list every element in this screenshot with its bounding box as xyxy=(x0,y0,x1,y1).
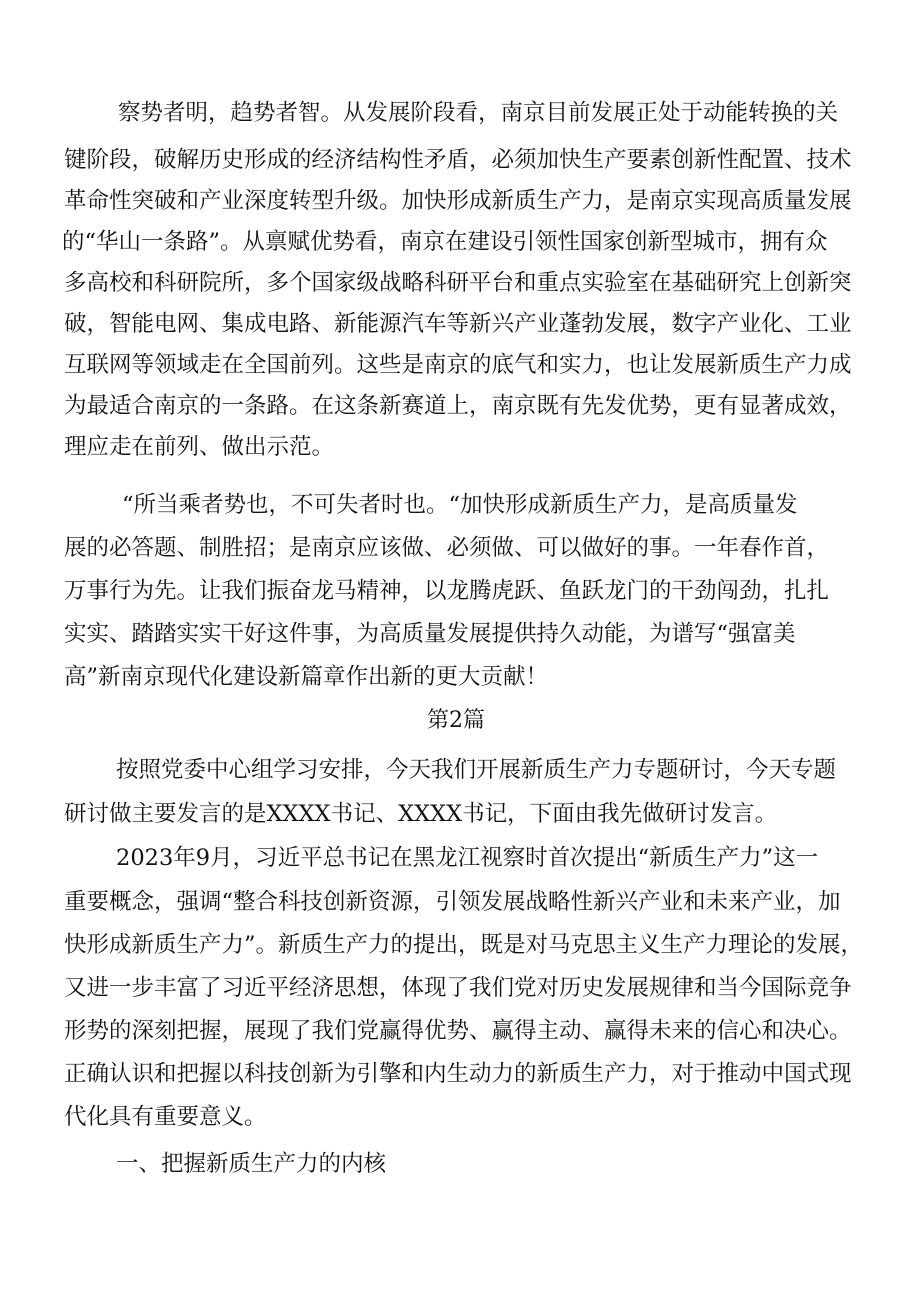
paragraph-1-line: 破，智能电网、集成电路、新能源汽车等新兴产业蓬勃发展，数字产业化、工业 xyxy=(64,311,852,337)
paragraph-1-line: 察势者明，趋势者智。从发展阶段看，南京目前发展正处于动能转换的关 xyxy=(118,100,839,126)
paragraph-2-line: 展的必答题、制胜招；是南京应该做、必须做、可以做好的事。一年春作首， xyxy=(64,535,830,561)
paragraph-4-line: 代化具有重要意义。 xyxy=(64,1104,267,1130)
paragraph-2-line: 实实、踏踏实实干好这件事，为高质量发展提供持久动能，为谱写“强富美 xyxy=(64,621,796,647)
paragraph-1-line: 为最适合南京的一条路。在这条新赛道上，南京既有先发优势，更有显著成效， xyxy=(64,393,852,419)
paragraph-4-line: 快形成新质生产力”。新质生产力的提出，既是对马克思主义生产力理论的发展， xyxy=(64,932,864,958)
paragraph-1-line: 多高校和科研院所，多个国家级战略科研平台和重点实验室在基础研究上创新突 xyxy=(64,270,852,296)
paragraph-2-line: 万事行为先。让我们振奋龙马精神，以龙腾虎跃、鱼跃龙门的干劲闯劲，扎扎 xyxy=(64,578,830,604)
section-heading: 第2篇 xyxy=(427,708,485,733)
paragraph-4-line: 形势的深刻把握，展现了我们党赢得优势、赢得主动、赢得未来的信心和决心。 xyxy=(64,1018,852,1044)
paragraph-1-line: 的“华山一条路”。从禀赋优势看，南京在建设引领性国家创新型城市，拥有众 xyxy=(62,229,828,255)
paragraph-1-line: 理应走在前列、做出示范。 xyxy=(64,434,335,460)
paragraph-4-line: 正确认识和把握以科技创新为引擎和内生动力的新质生产力，对于推动中国式现 xyxy=(64,1061,852,1087)
paragraph-2-line: “所当乘者势也，不可失者时也。“加快形成新质生产力，是高质量发 xyxy=(122,492,798,518)
paragraph-1-line: 革命性突破和产业深度转型升级。加快形成新质生产力，是南京实现高质量发展 xyxy=(64,188,852,214)
paragraph-2-line: 高”新南京现代化建设新篇章作出新的更大贡献！ xyxy=(64,664,549,690)
paragraph-3-line: 按照党委中心组学习安排，今天我们开展新质生产力专题研讨，今天专题 xyxy=(116,757,837,783)
subheading-1: 一、把握新质生产力的内核 xyxy=(116,1151,387,1177)
paragraph-4-line: 重要概念，强调“整合科技创新资源，引领发展战略性新兴产业和未来产业，加 xyxy=(64,889,841,915)
paragraph-3-line: 研讨做主要发言的是XXXX书记、XXXX书记，下面由我先做研讨发言。 xyxy=(64,801,778,827)
paragraph-4-line: 又进一步丰富了习近平经济思想，体现了我们党对历史发展规律和当今国际竞争 xyxy=(64,975,852,1001)
paragraph-1-line: 互联网等领域走在全国前列。这些是南京的底气和实力，也让发展新质生产力成 xyxy=(64,352,852,378)
paragraph-1-line: 键阶段，破解历史形成的经济结构性矛盾，必须加快生产要素创新性配置、技术 xyxy=(64,147,852,173)
paragraph-4-line: 2023年9月，习近平总书记在黑龙江视察时首次提出“新质生产力”这一 xyxy=(116,845,819,871)
